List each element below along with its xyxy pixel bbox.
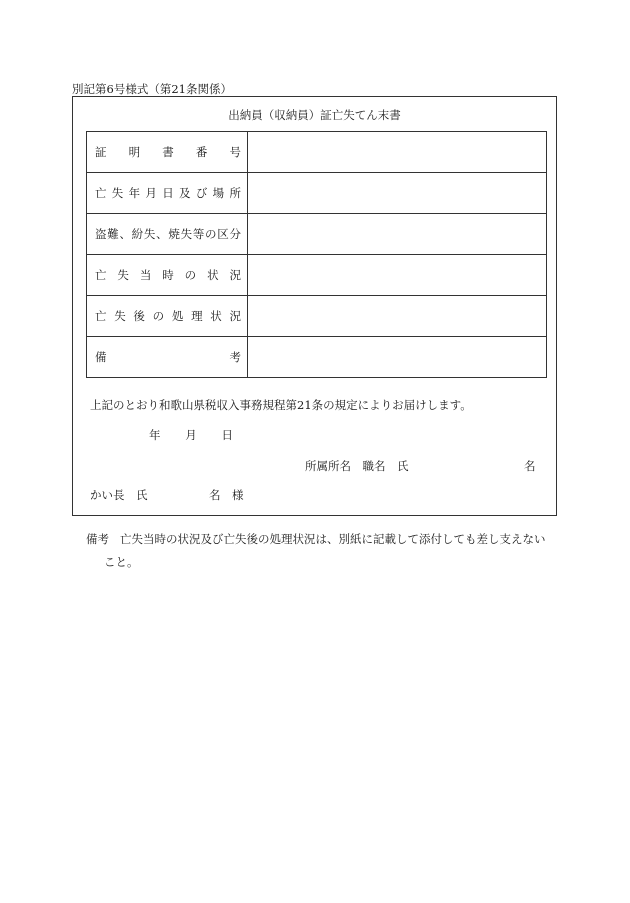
loss-category-field[interactable] <box>248 214 547 255</box>
items-table <box>86 131 547 378</box>
statement-text: 上記のとおり和歌山県税収入事務規程第21条の規定によりお届けします。 <box>90 398 472 412</box>
row-label-cell <box>87 214 248 255</box>
form-number-label: 別記第6号様式（第21条関係） <box>72 82 232 96</box>
signer-affiliation-label: 所属所名 職名 氏 <box>305 459 409 473</box>
row-label-cell <box>87 255 248 296</box>
table-row <box>87 214 547 255</box>
circumstances-field[interactable] <box>248 255 547 296</box>
date-month-label: 月 <box>185 428 197 442</box>
row-label-cell <box>87 132 248 173</box>
row-label-loss-date-place: 亡失年月日及び場所 <box>95 186 241 200</box>
after-handling-field[interactable] <box>248 296 547 337</box>
certificate-number-field[interactable] <box>248 132 547 173</box>
footnote <box>86 528 556 574</box>
table-row <box>87 337 547 378</box>
footnote-continuation: こと。 <box>104 555 139 569</box>
row-label-remarks: 備考 <box>95 350 241 364</box>
footnote-body: 亡失当時の状況及び亡失後の処理状況は、別紙に記載して添付しても差し支えない <box>120 532 546 546</box>
row-label-certificate-number: 証明書番号 <box>95 145 241 159</box>
row-label-cell <box>87 296 248 337</box>
row-label-after-handling: 亡失後の処理状況 <box>95 309 241 323</box>
row-label-circumstances: 亡失当時の状況 <box>95 268 241 282</box>
row-label-cell <box>87 173 248 214</box>
table-row <box>87 132 547 173</box>
addressee-label: かい長 氏 <box>90 488 148 502</box>
form-frame <box>72 96 557 516</box>
date-line <box>149 427 233 443</box>
form-title: 出納員（収納員）証亡失てん末書 <box>228 108 401 122</box>
row-label-cell <box>87 337 248 378</box>
remarks-field[interactable] <box>248 337 547 378</box>
row-label-loss-category: 盗難、紛失、焼失等の区分 <box>95 227 241 241</box>
loss-date-place-field[interactable] <box>248 173 547 214</box>
table-row <box>87 296 547 337</box>
addressee-suffix: 名 様 <box>209 488 244 502</box>
signer-name-suffix: 名 <box>524 459 536 473</box>
date-day-label: 日 <box>221 428 233 442</box>
table-row <box>87 173 547 214</box>
date-year-label: 年 <box>149 428 161 442</box>
table-row <box>87 255 547 296</box>
footnote-prefix: 備考 <box>86 532 109 546</box>
